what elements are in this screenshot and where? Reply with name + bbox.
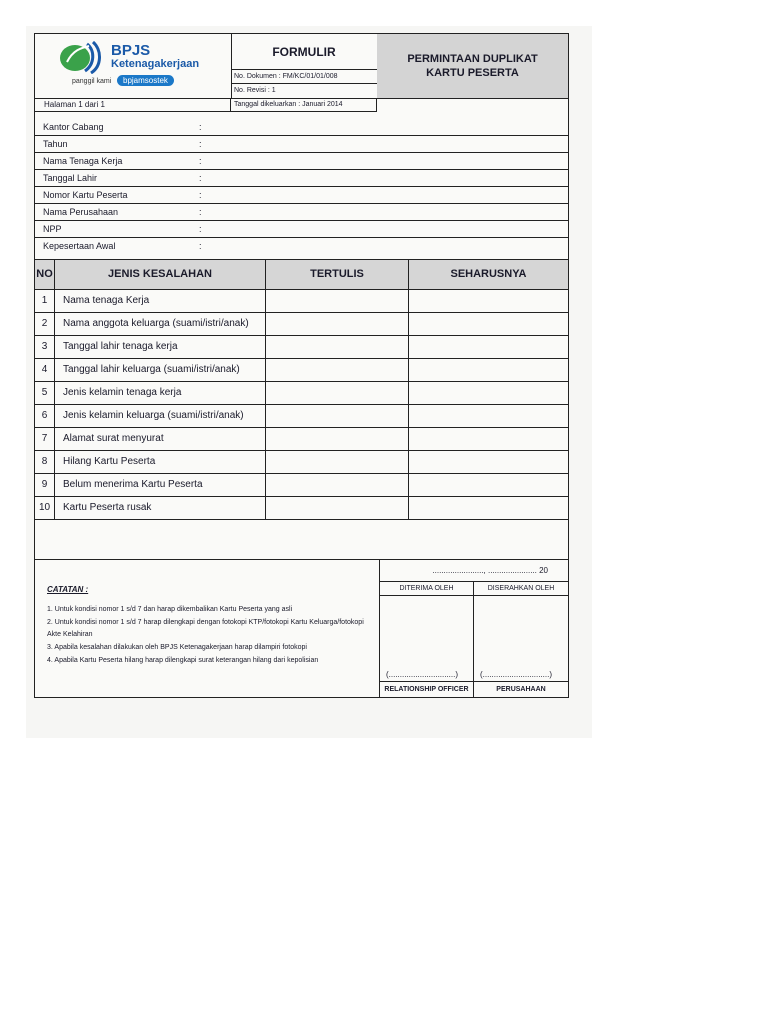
row-seharusnya-cell[interactable] <box>409 497 568 519</box>
field-row <box>35 170 568 187</box>
field-row <box>35 153 568 170</box>
row-number: 9 <box>35 474 55 496</box>
row-jenis: Belum menerima Kartu Peserta <box>55 474 266 496</box>
table-row <box>35 290 568 313</box>
row-jenis: Hilang Kartu Peserta <box>55 451 266 473</box>
row-jenis: Kartu Peserta rusak <box>55 497 266 519</box>
blank-row <box>35 522 568 560</box>
received-signature-box[interactable] <box>380 596 474 682</box>
row-tertulis-cell[interactable] <box>266 359 409 381</box>
row-tertulis-cell[interactable] <box>266 290 409 312</box>
brand-subtitle: Ketenagakerjaan <box>111 58 200 70</box>
note-item: 2. Untuk kondisi nomor 1 s/d 7 harap dilengkapi dengan fotokopi KTP/fotokopi Kartu Keluarga/fotokopi Akte Kelahiran <box>47 619 364 638</box>
row-jenis: Tanggal lahir keluarga (suami/istri/anak) <box>55 359 266 381</box>
page-indicator: Halaman 1 dari 1 <box>35 98 231 112</box>
field-colon: : <box>199 207 202 217</box>
field-colon: : <box>199 122 202 132</box>
field-colon: : <box>199 156 202 166</box>
row-tertulis-cell[interactable] <box>266 405 409 427</box>
row-jenis: Nama tenaga Kerja <box>55 290 266 312</box>
issue-date: Tanggal dikeluarkan : Januari 2014 <box>231 98 377 112</box>
field-row <box>35 238 568 255</box>
form-header <box>35 34 568 99</box>
doc-revision: No. Revisi : 1 <box>234 87 276 94</box>
row-tertulis-cell[interactable] <box>266 497 409 519</box>
field-label: Kantor Cabang <box>43 122 104 132</box>
notes-section <box>35 560 380 698</box>
row-number: 1 <box>35 290 55 312</box>
row-number: 2 <box>35 313 55 335</box>
row-tertulis-cell[interactable] <box>266 474 409 496</box>
note-item: 1. Untuk kondisi nomor 1 s/d 7 dan harap dikembalikan Kartu Peserta yang asli <box>47 606 293 613</box>
field-colon: : <box>199 241 202 251</box>
row-tertulis-cell[interactable] <box>266 313 409 335</box>
row-number: 8 <box>35 451 55 473</box>
handed-signature-box[interactable] <box>474 596 568 682</box>
row-jenis: Jenis kelamin tenaga kerja <box>55 382 266 404</box>
row-seharusnya-cell[interactable] <box>409 428 568 450</box>
participant-fields <box>35 119 568 255</box>
field-label: Nama Perusahaan <box>43 207 119 217</box>
signature-placeholder: (..............................) <box>386 670 459 679</box>
row-tertulis-cell[interactable] <box>266 382 409 404</box>
notes-title: CATATAN : <box>47 585 89 594</box>
note-item: 3. Apabila kesalahan dilakukan oleh BPJS Ketenagakerjaan harap dilampiri fotokopi <box>47 644 307 651</box>
doc-info-cell <box>231 34 378 98</box>
row-number: 5 <box>35 382 55 404</box>
table-row <box>35 313 568 336</box>
row-seharusnya-cell[interactable] <box>409 405 568 427</box>
row-number: 10 <box>35 497 55 519</box>
row-jenis: Alamat surat menyurat <box>55 428 266 450</box>
field-colon: : <box>199 224 202 234</box>
row-seharusnya-cell[interactable] <box>409 290 568 312</box>
field-label: Nomor Kartu Peserta <box>43 190 128 200</box>
field-row <box>35 204 568 221</box>
field-label: Kepesertaan Awal <box>43 241 116 251</box>
field-label: Tahun <box>43 139 68 149</box>
form-title-line1: PERMINTAAN DUPLIKAT <box>407 53 538 65</box>
row-number: 4 <box>35 359 55 381</box>
row-seharusnya-cell[interactable] <box>409 474 568 496</box>
row-tertulis-cell[interactable] <box>266 451 409 473</box>
row-seharusnya-cell[interactable] <box>409 336 568 358</box>
table-row <box>35 428 568 451</box>
table-row <box>35 474 568 497</box>
row-jenis: Nama anggota keluarga (suami/istri/anak) <box>55 313 266 335</box>
row-jenis: Tanggal lahir tenaga kerja <box>55 336 266 358</box>
sign-date: ......................., ...................... 20 <box>380 560 568 582</box>
table-row <box>35 497 568 520</box>
relationship-officer-label: RELATIONSHIP OFFICER <box>380 682 474 698</box>
col-header-tertulis: TERTULIS <box>266 260 409 289</box>
row-seharusnya-cell[interactable] <box>409 451 568 473</box>
form-title-cell <box>377 34 568 98</box>
field-label: Tanggal Lahir <box>43 173 98 183</box>
row-seharusnya-cell[interactable] <box>409 359 568 381</box>
tagline: panggil kami <box>72 78 112 85</box>
table-row <box>35 336 568 359</box>
field-row <box>35 221 568 238</box>
row-seharusnya-cell[interactable] <box>409 382 568 404</box>
signature-placeholder: (..............................) <box>480 670 553 679</box>
field-row <box>35 187 568 204</box>
table-row <box>35 451 568 474</box>
row-tertulis-cell[interactable] <box>266 428 409 450</box>
col-header-seharusnya: SEHARUSNYA <box>450 268 527 280</box>
error-table <box>35 259 568 520</box>
row-jenis: Jenis kelamin keluarga (suami/istri/anak) <box>55 405 266 427</box>
field-row <box>35 136 568 153</box>
col-header-jenis: JENIS KESALAHAN <box>55 260 266 289</box>
doc-number: No. Dokumen : FM/KC/01/01/008 <box>231 70 377 84</box>
field-colon: : <box>199 190 202 200</box>
table-row <box>35 405 568 428</box>
brand-name: BPJS <box>111 42 151 59</box>
field-row <box>35 119 568 136</box>
row-number: 3 <box>35 336 55 358</box>
company-label: PERUSAHAAN <box>496 686 546 693</box>
logo-cell <box>35 34 232 98</box>
signature-section <box>380 560 568 698</box>
form-document <box>34 33 569 698</box>
bpjamsostek-badge: bpjamsostek <box>117 75 174 86</box>
note-item: 4. Apabila Kartu Peserta hilang harap dilengkapi surat keterangan hilang dari kepolisian <box>47 657 319 664</box>
table-row <box>35 359 568 382</box>
form-title-line2: KARTU PESERTA <box>426 67 519 79</box>
col-header-no: NO <box>35 260 55 289</box>
received-by-label: DITERIMA OLEH <box>380 582 474 596</box>
row-tertulis-cell[interactable] <box>266 336 409 358</box>
table-header <box>35 259 568 290</box>
row-seharusnya-cell[interactable] <box>409 313 568 335</box>
row-number: 7 <box>35 428 55 450</box>
field-label: Nama Tenaga Kerja <box>43 156 123 166</box>
row-number: 6 <box>35 405 55 427</box>
bpjs-logo-icon <box>57 40 107 74</box>
formulir-title: FORMULIR <box>231 34 377 70</box>
handed-by-label: DISERAHKAN OLEH <box>474 582 568 596</box>
field-colon: : <box>199 173 202 183</box>
table-row <box>35 382 568 405</box>
field-label: NPP <box>43 224 62 234</box>
field-colon: : <box>199 139 202 149</box>
